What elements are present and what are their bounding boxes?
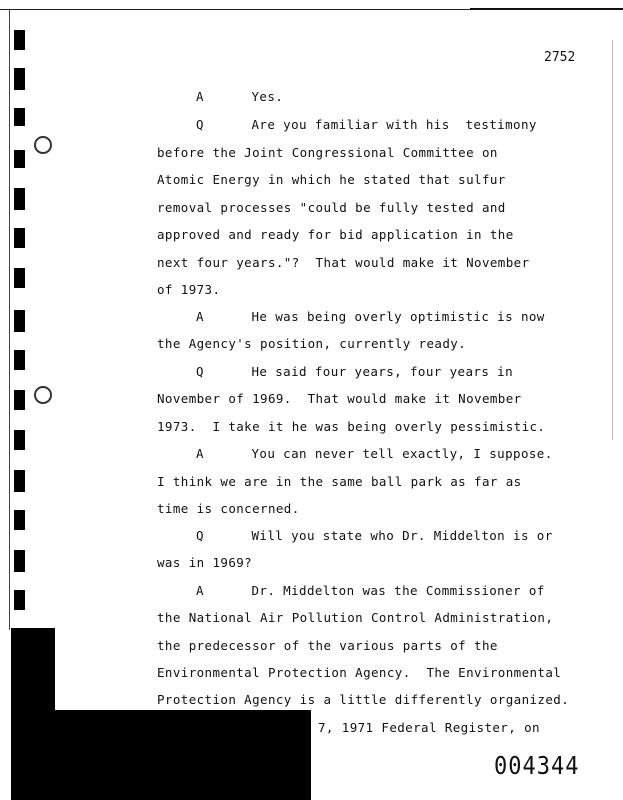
binding-mark [14,510,25,530]
transcript-line: November of 1969. That would make it November [157,391,522,406]
binding-mark [14,228,25,248]
transcript-line: 7, 1971 Federal Register, on [318,720,540,735]
transcript-line: the National Air Pollution Control Administration, [157,610,554,625]
transcript-line: Environmental Protection Agency. The Environmental [157,665,562,680]
binding-mark [14,550,25,572]
transcript-line: A You can never tell exactly, I suppose. [196,446,553,461]
binding-mark [14,68,25,90]
page-number: 2752 [544,50,576,65]
binding-mark [14,150,25,168]
binding-mark [14,30,25,50]
transcript-line: of 1973. [157,282,221,297]
binding-mark [14,390,25,410]
transcript-line: removal processes "could be fully tested and [157,200,506,215]
transcript-line: before the Joint Congressional Committee on [157,145,498,160]
punch-hole-icon [34,136,52,154]
redaction-block [11,710,311,800]
transcript-line: Atomic Energy in which he stated that sulfur [157,172,506,187]
transcript-line: Q Are you familiar with his testimony [196,117,537,132]
punch-hole-icon [34,386,52,404]
transcript-line: A He was being overly optimistic is now [196,309,545,324]
transcript-line: approved and ready for bid application in the [157,227,514,242]
binding-mark [14,310,25,332]
transcript-line: A Yes. [196,89,284,104]
transcript-line: Q He said four years, four years in [196,364,514,379]
right-edge [612,40,613,440]
binding-mark [14,108,25,126]
binding-mark [14,470,25,492]
transcript-line: was in 1969? [157,555,253,570]
transcript-line: 1973. I take it he was being overly pessimistic. [157,419,546,434]
transcript-line: next four years."? That would make it November [157,255,530,270]
transcript-line: time is concerned. [157,501,300,516]
transcript-line: Q Will you state who Dr. Middelton is or [196,528,553,543]
transcript-line: Protection Agency is a little differently organized. [157,692,570,707]
transcript-line: A Dr. Middelton was the Commissioner of [196,583,545,598]
transcript-line: the Agency's position, currently ready. [157,336,467,351]
binding-mark [14,268,25,288]
document-stamp: 004344 [494,752,580,781]
binding-mark [14,350,25,370]
binding-mark [14,590,25,610]
transcript-line: the predecessor of the various parts of the [157,638,498,653]
binding-mark [14,430,25,450]
redaction-block [11,628,55,710]
left-edge [9,10,10,630]
top-border-thick [470,8,623,10]
binding-mark [14,188,25,210]
transcript-line: I think we are in the same ball park as far as [157,474,522,489]
